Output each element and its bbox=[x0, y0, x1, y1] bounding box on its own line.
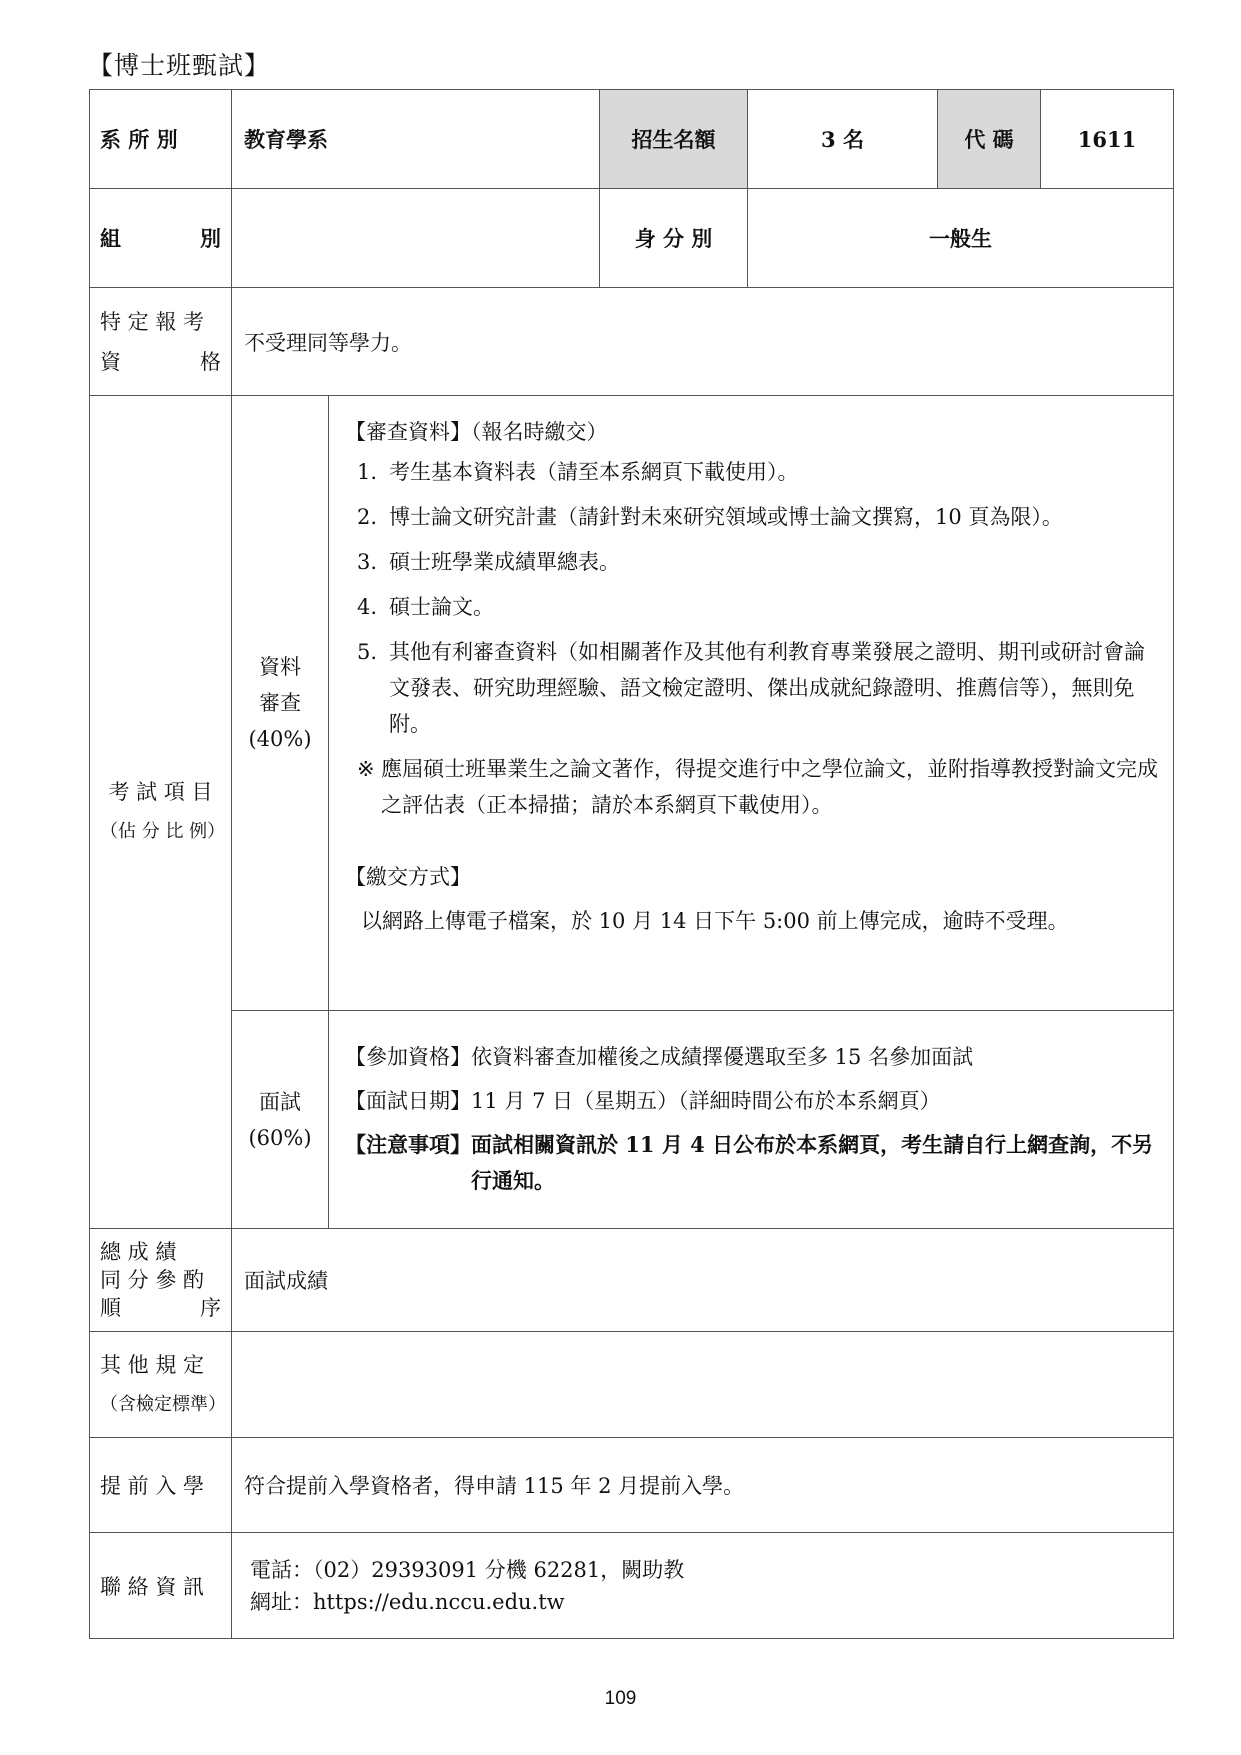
row-tiebreak bbox=[90, 1229, 1174, 1332]
row-exam-review bbox=[90, 396, 1174, 1011]
list-item bbox=[345, 544, 1163, 580]
contact-label: 聯 絡 資 訊 bbox=[90, 1533, 232, 1639]
review-title: 【審查資料】（報名時繳交） bbox=[345, 420, 608, 444]
method-text: 以網路上傳電子檔案，於 10 月 14 日下午 5:00 前上傳完成，逾時不受理。 bbox=[361, 909, 1069, 933]
interview-label-line2: (60%) bbox=[248, 1125, 312, 1150]
tiebreak-label-b: 序 bbox=[200, 1296, 221, 1320]
interview-content bbox=[329, 1011, 1174, 1229]
tiebreak-label-a: 順 bbox=[100, 1296, 121, 1320]
code-value: 1611 bbox=[1041, 90, 1174, 189]
interview-date: 【面試日期】11 月 7 日（星期五）（詳細時間公布於本系網頁） bbox=[345, 1089, 941, 1113]
item-number: 3. bbox=[357, 550, 378, 574]
contact-value bbox=[232, 1533, 1174, 1639]
item-text: 博士論文研究計畫（請針對未來研究領域或博士論文撰寫，10 頁為限）。 bbox=[389, 505, 1063, 529]
item-text: 碩士論文。 bbox=[389, 595, 494, 619]
notice-key: 【注意事項】 bbox=[345, 1132, 471, 1157]
dept-label-cell bbox=[90, 90, 232, 189]
item-number: 1. bbox=[357, 460, 378, 484]
review-content bbox=[329, 396, 1174, 1011]
list-item bbox=[345, 589, 1163, 625]
method-title: 【繳交方式】 bbox=[345, 865, 471, 889]
contact-phone: 電話：（02）29393091 分機 62281，闕助教 bbox=[250, 1557, 685, 1582]
row-early-admission bbox=[90, 1438, 1174, 1533]
review-note bbox=[345, 751, 1163, 823]
row-exam-interview bbox=[90, 1011, 1174, 1229]
row-other-rules bbox=[90, 1332, 1174, 1438]
item-text: 考生基本資料表（請至本系網頁下載使用）。 bbox=[389, 460, 799, 484]
other-label-line1: 其 他 規 定 bbox=[100, 1352, 205, 1377]
page-heading: 【博士班甄試】 bbox=[88, 51, 271, 80]
identity-label: 身 分 別 bbox=[600, 189, 748, 288]
dept-value: 教育學系 bbox=[232, 90, 600, 189]
item-text: 其他有利審查資料（如相關著作及其他有利教育專業發展之證明、期刊或研討會論文發表、研究助理經驗、語文檢定證明、傑出成就紀錄證明、推薦信等），無則免附。 bbox=[389, 640, 1145, 736]
quota-value: 3 名 bbox=[748, 90, 938, 189]
exam-label-line2: （佔 分 比 例） bbox=[100, 821, 226, 842]
review-label-line3: (40%) bbox=[248, 727, 312, 751]
note-mark: ※ bbox=[357, 757, 375, 781]
list-item bbox=[345, 499, 1163, 535]
interview-eligibility: 【參加資格】依資料審查加權後之成績擇優選取至多 15 名參加面試 bbox=[345, 1045, 974, 1069]
early-label: 提 前 入 學 bbox=[90, 1438, 232, 1533]
early-value: 符合提前入學資格者，得申請 115 年 2 月提前入學。 bbox=[232, 1438, 1174, 1533]
review-label bbox=[232, 396, 329, 1011]
exam-label-line1: 考 試 項 目 bbox=[108, 780, 213, 804]
group-label-b: 別 bbox=[200, 226, 221, 251]
qualification-value: 不受理同等學力。 bbox=[232, 288, 1174, 396]
list-item bbox=[345, 454, 1163, 490]
qualification-label bbox=[90, 288, 232, 396]
admission-table bbox=[89, 89, 1174, 1639]
identity-value: 一般生 bbox=[748, 189, 1174, 288]
dept-label: 系 所 別 bbox=[100, 127, 178, 152]
tiebreak-value: 面試成績 bbox=[232, 1229, 1174, 1332]
interview-notice bbox=[345, 1127, 1163, 1199]
interview-label bbox=[232, 1011, 329, 1229]
tiebreak-label-line1: 總 成 績 bbox=[100, 1240, 177, 1264]
row-qualification bbox=[90, 288, 1174, 396]
item-number: 5. bbox=[357, 640, 378, 664]
group-value bbox=[232, 189, 600, 288]
row-department bbox=[90, 90, 1174, 189]
interview-label-line1: 面試 bbox=[259, 1089, 301, 1114]
qualification-label-line1: 特 定 報 考 bbox=[100, 309, 205, 334]
exam-label bbox=[90, 396, 232, 1229]
page-number: 109 bbox=[604, 1688, 637, 1709]
other-label-line2: （含檢定標準） bbox=[100, 1393, 226, 1415]
notice-text: 面試相關資訊於 11 月 4 日公布於本系網頁，考生請自行上網查詢，不另行通知。 bbox=[471, 1132, 1154, 1193]
item-text: 碩士班學業成績單總表。 bbox=[389, 550, 620, 574]
note-text: 應屆碩士班畢業生之論文著作，得提交進行中之學位論文，並附指導教授對論文完成之評估表（正本掃描；請於本系網頁下載使用）。 bbox=[381, 757, 1158, 817]
review-list bbox=[345, 454, 1163, 742]
group-label-cell bbox=[90, 189, 232, 288]
other-label bbox=[90, 1332, 232, 1438]
group-label-a: 組 bbox=[100, 226, 121, 251]
quota-label: 招生名額 bbox=[600, 90, 748, 189]
item-number: 2. bbox=[357, 505, 378, 529]
tiebreak-label bbox=[90, 1229, 232, 1332]
code-label: 代 碼 bbox=[938, 90, 1041, 189]
other-value bbox=[232, 1332, 1174, 1438]
review-label-line2: 審查 bbox=[259, 691, 301, 715]
item-number: 4. bbox=[357, 595, 378, 619]
contact-url[interactable]: 網址：https://edu.nccu.edu.tw bbox=[250, 1589, 565, 1614]
row-contact bbox=[90, 1533, 1174, 1639]
review-label-line1: 資料 bbox=[259, 655, 301, 679]
tiebreak-label-line2: 同 分 參 酌 bbox=[100, 1268, 205, 1292]
row-group bbox=[90, 189, 1174, 288]
list-item bbox=[345, 634, 1163, 742]
qualification-label-a: 資 bbox=[100, 349, 121, 374]
qualification-label-b: 格 bbox=[200, 349, 221, 374]
